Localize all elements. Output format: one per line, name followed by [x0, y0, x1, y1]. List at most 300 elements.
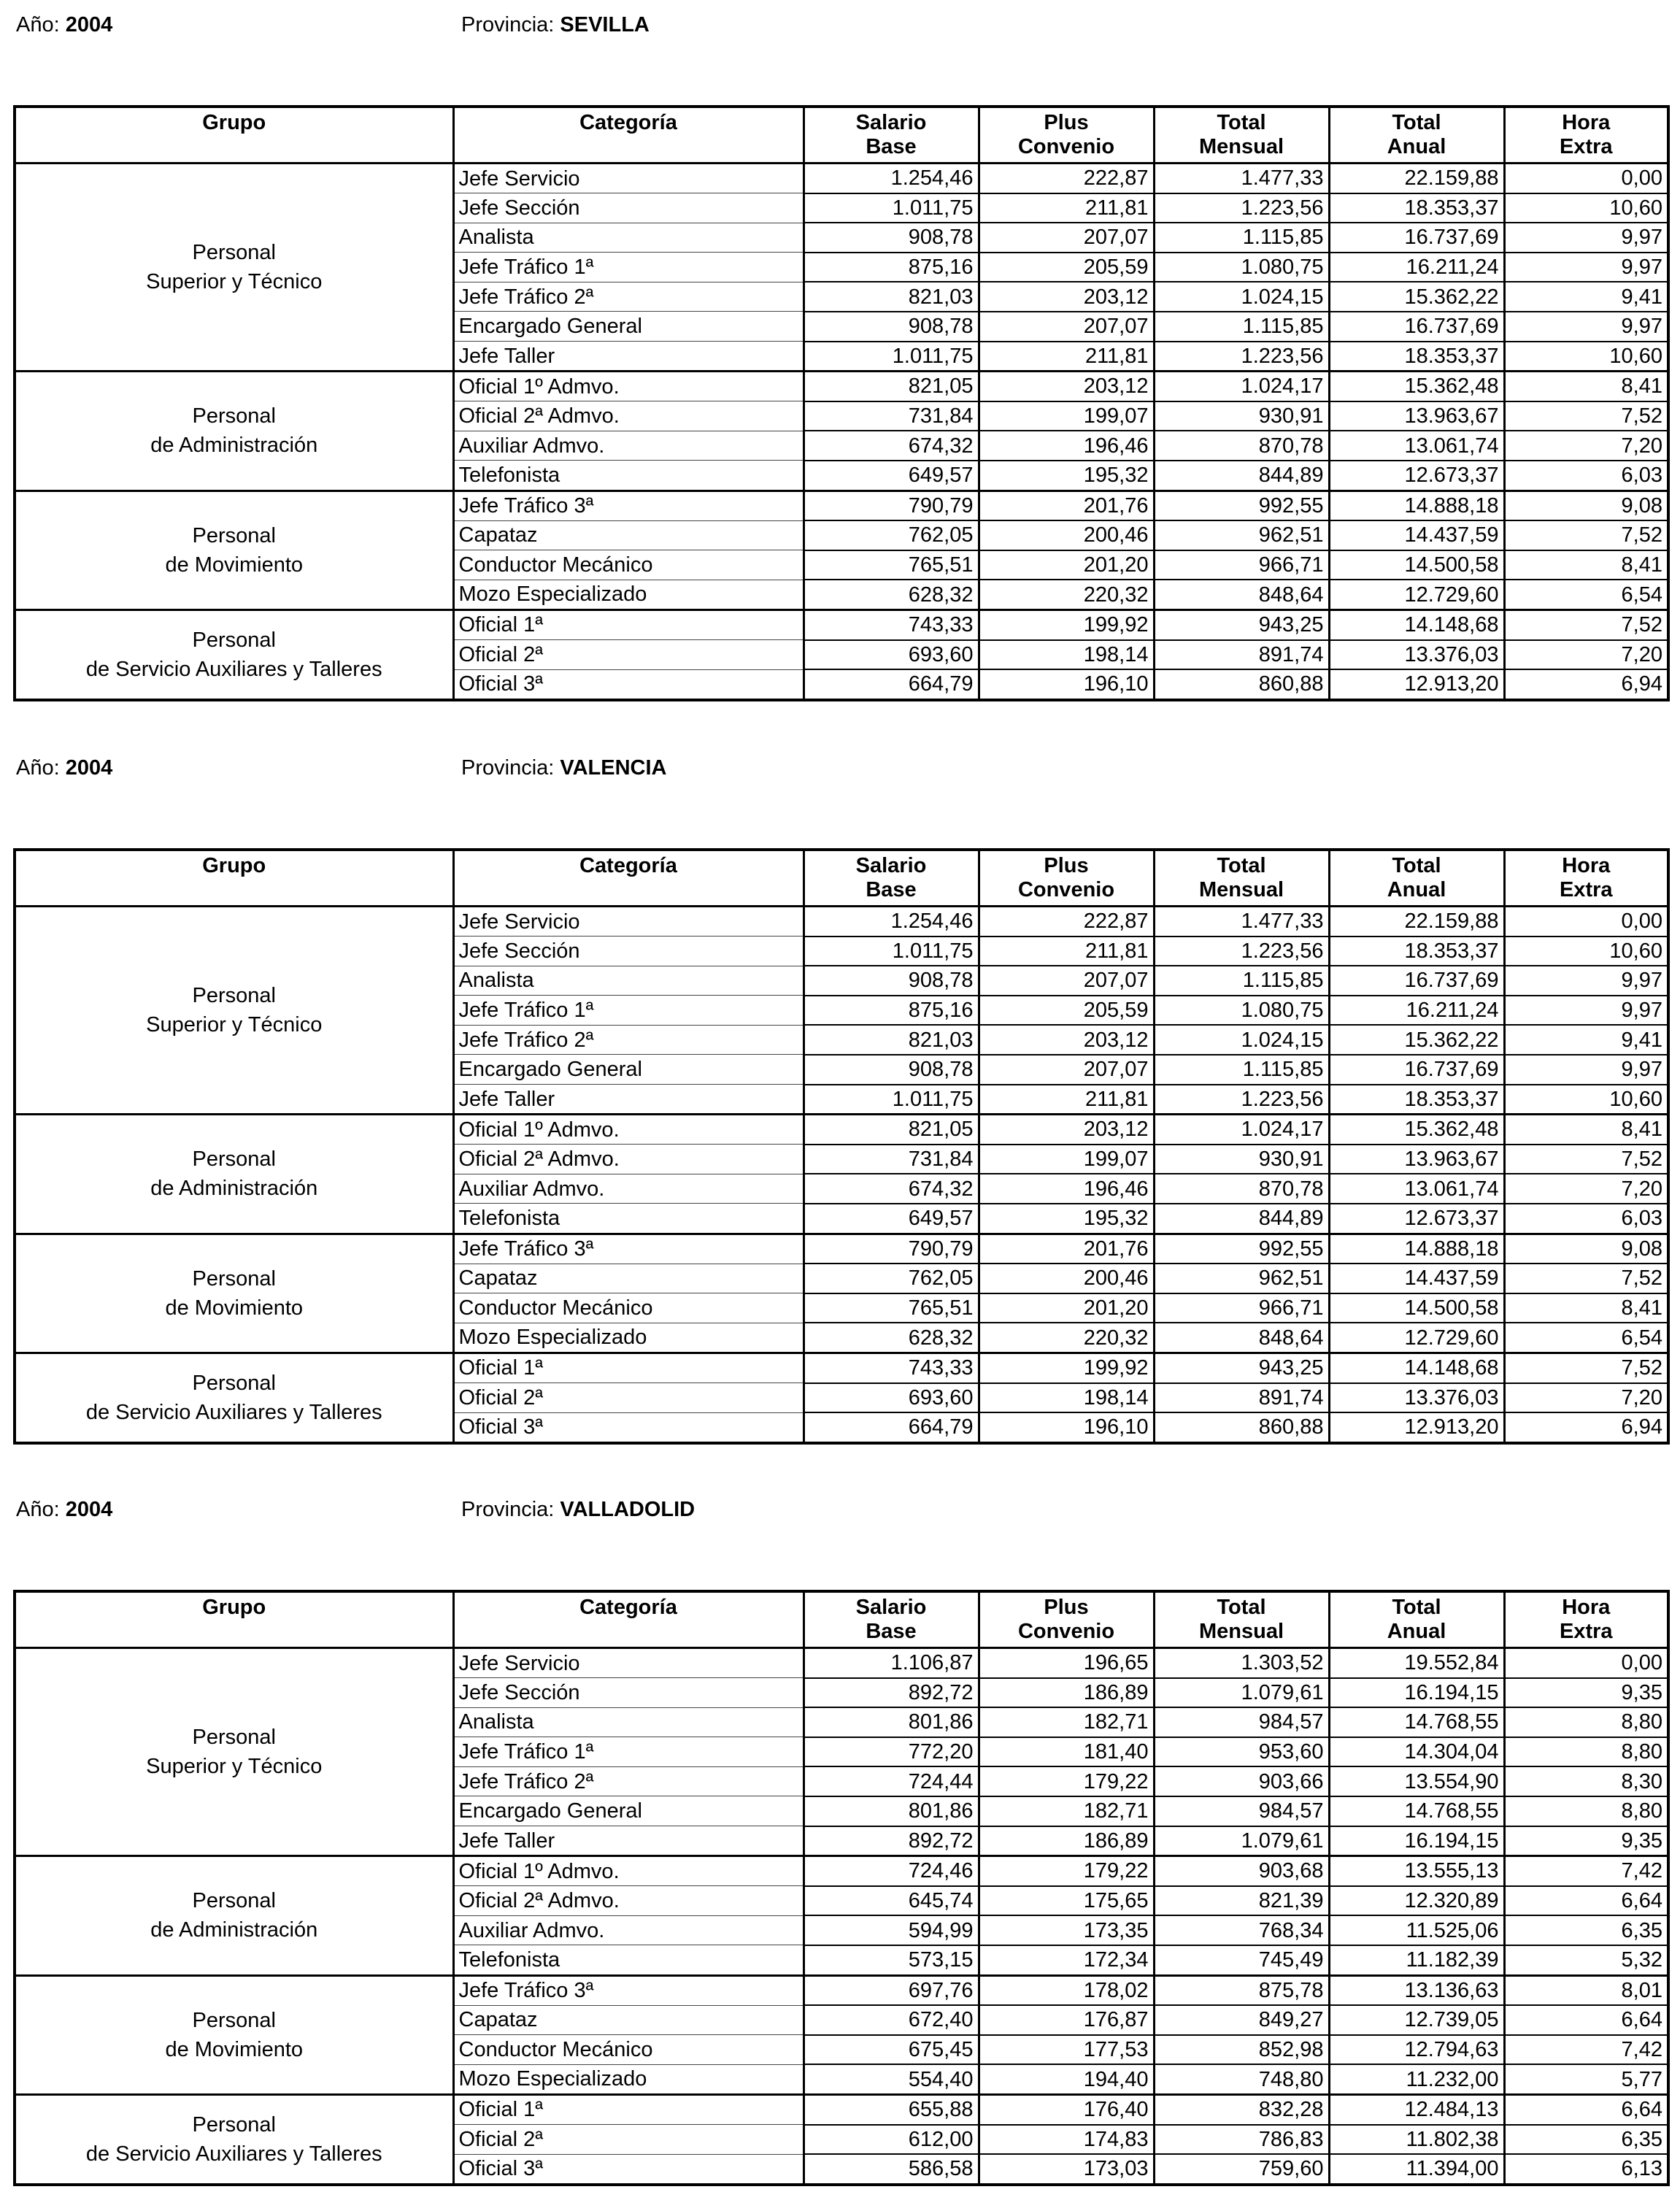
value-cell: 655,88 [804, 2094, 979, 2124]
category-cell: Jefe Servicio [453, 1648, 804, 1678]
value-cell: 176,87 [979, 2005, 1154, 2035]
value-cell: 594,99 [804, 1915, 979, 1945]
category-cell: Oficial 1º Admvo. [453, 372, 804, 401]
value-cell: 930,91 [1154, 401, 1329, 431]
value-cell: 200,46 [979, 520, 1154, 550]
value-cell: 1.115,85 [1154, 1055, 1329, 1085]
category-cell: Jefe Tráfico 1ª [453, 253, 804, 282]
value-cell: 908,78 [804, 312, 979, 342]
group-name [15, 907, 453, 1115]
value-cell: 14.768,55 [1329, 1707, 1504, 1737]
column-header [1329, 850, 1504, 907]
value-cell: 984,57 [1154, 1796, 1329, 1826]
value-cell: 9,35 [1504, 1678, 1668, 1708]
value-cell: 908,78 [804, 966, 979, 996]
value-cell: 628,32 [804, 580, 979, 609]
table-row [15, 1353, 1668, 1383]
value-cell: 844,89 [1154, 1204, 1329, 1234]
value-cell: 768,34 [1154, 1915, 1329, 1945]
category-cell: Telefonista [453, 1204, 804, 1234]
column-header [804, 107, 979, 164]
column-header-line: Plus [1044, 111, 1089, 134]
value-cell: 821,03 [804, 1025, 979, 1055]
value-cell: 13.376,03 [1329, 640, 1504, 670]
year-label: Año: [16, 1498, 60, 1521]
value-cell: 6,54 [1504, 1323, 1668, 1353]
value-cell: 205,59 [979, 253, 1154, 282]
value-cell: 992,55 [1154, 1234, 1329, 1264]
column-header-line: Hora [1562, 854, 1611, 877]
category-cell: Encargado General [453, 1055, 804, 1085]
value-cell: 786,83 [1154, 2125, 1329, 2155]
value-cell: 198,14 [979, 640, 1154, 670]
table-row [15, 372, 1668, 401]
group-name-line: de Movimiento [165, 1296, 304, 1320]
column-header [804, 850, 979, 907]
column-header [979, 107, 1154, 164]
value-cell: 6,13 [1504, 2154, 1668, 2185]
value-cell: 175,65 [979, 1886, 1154, 1916]
province-label: Provincia: [461, 1498, 555, 1521]
group-name-line: Personal [192, 1266, 276, 1291]
value-cell: 14.768,55 [1329, 1796, 1504, 1826]
group-name [15, 1115, 453, 1234]
value-cell: 14.148,68 [1329, 609, 1504, 639]
column-header-line: Grupo [202, 854, 266, 877]
table-header-row [15, 1591, 1668, 1648]
value-cell: 765,51 [804, 1293, 979, 1323]
value-cell: 200,46 [979, 1264, 1154, 1293]
value-cell: 1.024,15 [1154, 282, 1329, 312]
category-cell: Oficial 1ª [453, 1353, 804, 1383]
column-header-line: Extra [1559, 878, 1613, 901]
value-cell: 7,52 [1504, 1264, 1668, 1293]
value-cell: 9,08 [1504, 491, 1668, 520]
column-header [453, 107, 804, 164]
value-cell: 9,41 [1504, 1025, 1668, 1055]
category-cell: Oficial 1º Admvo. [453, 1115, 804, 1145]
table-row [15, 1648, 1668, 1678]
value-cell: 7,52 [1504, 1353, 1668, 1383]
value-cell: 891,74 [1154, 640, 1329, 670]
value-cell: 743,33 [804, 609, 979, 639]
province-field [461, 1498, 695, 1522]
value-cell: 745,49 [1154, 1945, 1329, 1975]
category-cell: Jefe Taller [453, 342, 804, 372]
value-cell: 14.500,58 [1329, 550, 1504, 580]
category-cell: Oficial 2ª Admvo. [453, 401, 804, 431]
category-cell: Capataz [453, 2005, 804, 2035]
table-row [15, 1856, 1668, 1886]
year-value: 2004 [65, 1498, 113, 1521]
value-cell: 1.115,85 [1154, 966, 1329, 996]
value-cell: 211,81 [979, 1085, 1154, 1115]
value-cell: 1.106,87 [804, 1648, 979, 1678]
value-cell: 649,57 [804, 461, 979, 491]
value-cell: 6,03 [1504, 461, 1668, 491]
table-row [15, 2094, 1668, 2124]
value-cell: 11.182,39 [1329, 1945, 1504, 1975]
category-cell: Oficial 2ª Admvo. [453, 1886, 804, 1916]
value-cell: 1.115,85 [1154, 223, 1329, 253]
value-cell: 16.737,69 [1329, 223, 1504, 253]
value-cell: 15.362,48 [1329, 1115, 1504, 1145]
value-cell: 18.353,37 [1329, 342, 1504, 372]
value-cell: 172,34 [979, 1945, 1154, 1975]
value-cell: 203,12 [979, 282, 1154, 312]
value-cell: 8,41 [1504, 1115, 1668, 1145]
value-cell: 14.888,18 [1329, 491, 1504, 520]
column-header-line: Base [866, 1620, 917, 1643]
category-cell: Jefe Sección [453, 1678, 804, 1708]
column-header [1504, 850, 1668, 907]
year-value: 2004 [65, 13, 113, 36]
value-cell: 179,22 [979, 1856, 1154, 1886]
value-cell: 13.554,90 [1329, 1766, 1504, 1796]
value-cell: 664,79 [804, 669, 979, 700]
value-cell: 222,87 [979, 907, 1154, 937]
value-cell: 11.232,00 [1329, 2064, 1504, 2094]
value-cell: 844,89 [1154, 461, 1329, 491]
category-cell: Mozo Especializado [453, 1323, 804, 1353]
category-cell: Jefe Servicio [453, 907, 804, 937]
value-cell: 15.362,22 [1329, 1025, 1504, 1055]
value-cell: 18.353,37 [1329, 937, 1504, 966]
group-name-line: de Movimiento [165, 2037, 304, 2061]
value-cell: 195,32 [979, 461, 1154, 491]
value-cell: 860,88 [1154, 1412, 1329, 1443]
group-name [15, 1234, 453, 1353]
value-cell: 182,71 [979, 1707, 1154, 1737]
category-cell: Mozo Especializado [453, 2064, 804, 2094]
value-cell: 8,41 [1504, 372, 1668, 401]
value-cell: 211,81 [979, 342, 1154, 372]
group-name-line: Personal [192, 1147, 276, 1172]
value-cell: 674,32 [804, 431, 979, 461]
value-cell: 801,86 [804, 1796, 979, 1826]
value-cell: 1.115,85 [1154, 312, 1329, 342]
value-cell: 1.011,75 [804, 1085, 979, 1115]
value-cell: 10,60 [1504, 937, 1668, 966]
value-cell: 186,89 [979, 1678, 1154, 1708]
value-cell: 7,42 [1504, 1856, 1668, 1886]
value-cell: 199,07 [979, 401, 1154, 431]
column-header-line: Categoría [579, 1596, 677, 1619]
value-cell: 953,60 [1154, 1737, 1329, 1767]
value-cell: 1.011,75 [804, 193, 979, 223]
group-name-line: Personal [192, 404, 276, 428]
value-cell: 12.484,13 [1329, 2094, 1504, 2124]
value-cell: 203,12 [979, 372, 1154, 401]
group-name [15, 1856, 453, 1975]
column-header-line: Total [1217, 111, 1266, 134]
section-header [13, 13, 1667, 57]
table-row [15, 1975, 1668, 2005]
column-header [1329, 1591, 1504, 1648]
value-cell: 1.223,56 [1154, 193, 1329, 223]
category-cell: Conductor Mecánico [453, 2035, 804, 2065]
value-cell: 821,05 [804, 1115, 979, 1145]
value-cell: 6,54 [1504, 580, 1668, 609]
value-cell: 1.080,75 [1154, 253, 1329, 282]
column-header-line: Salario [855, 111, 927, 134]
value-cell: 966,71 [1154, 550, 1329, 580]
value-cell: 207,07 [979, 312, 1154, 342]
value-cell: 9,97 [1504, 966, 1668, 996]
column-header-line: Base [866, 135, 917, 158]
value-cell: 203,12 [979, 1025, 1154, 1055]
value-cell: 15.362,22 [1329, 282, 1504, 312]
province-field [461, 756, 666, 780]
group-name-line: de Movimiento [165, 553, 304, 577]
value-cell: 201,20 [979, 1293, 1154, 1323]
category-cell: Jefe Tráfico 2ª [453, 282, 804, 312]
category-cell: Jefe Sección [453, 193, 804, 223]
value-cell: 13.963,67 [1329, 1145, 1504, 1174]
value-cell: 1.477,33 [1154, 164, 1329, 193]
category-cell: Telefonista [453, 1945, 804, 1975]
category-cell: Analista [453, 223, 804, 253]
value-cell: 743,33 [804, 1353, 979, 1383]
value-cell: 649,57 [804, 1204, 979, 1234]
group-name [15, 2094, 453, 2184]
value-cell: 7,20 [1504, 640, 1668, 670]
province-section [13, 13, 1667, 696]
value-cell: 179,22 [979, 1766, 1154, 1796]
value-cell: 196,10 [979, 1412, 1154, 1443]
group-name [15, 609, 453, 699]
column-header [979, 1591, 1154, 1648]
value-cell: 9,97 [1504, 1055, 1668, 1085]
year-label: Año: [16, 13, 60, 36]
column-header-line: Salario [855, 1596, 927, 1619]
value-cell: 211,81 [979, 193, 1154, 223]
group-name-line: Personal [192, 241, 276, 265]
category-cell: Analista [453, 1707, 804, 1737]
value-cell: 7,52 [1504, 609, 1668, 639]
column-header-line: Total [1217, 1596, 1266, 1619]
category-cell: Oficial 1ª [453, 2094, 804, 2124]
value-cell: 16.211,24 [1329, 253, 1504, 282]
value-cell: 801,86 [804, 1707, 979, 1737]
table-header-row [15, 850, 1668, 907]
category-cell: Jefe Tráfico 2ª [453, 1766, 804, 1796]
column-header-line: Categoría [579, 854, 677, 877]
value-cell: 9,97 [1504, 996, 1668, 1026]
value-cell: 9,41 [1504, 282, 1668, 312]
value-cell: 664,79 [804, 1412, 979, 1443]
column-header-line: Grupo [202, 1596, 266, 1619]
category-cell: Mozo Especializado [453, 580, 804, 609]
category-cell: Jefe Sección [453, 937, 804, 966]
value-cell: 7,52 [1504, 520, 1668, 550]
value-cell: 1.024,17 [1154, 372, 1329, 401]
group-name-line: de Administración [150, 1918, 318, 1942]
value-cell: 832,28 [1154, 2094, 1329, 2124]
value-cell: 903,68 [1154, 1856, 1329, 1886]
value-cell: 848,64 [1154, 1323, 1329, 1353]
column-header [453, 850, 804, 907]
value-cell: 6,94 [1504, 1412, 1668, 1443]
value-cell: 8,30 [1504, 1766, 1668, 1796]
value-cell: 10,60 [1504, 342, 1668, 372]
group-name-line: Personal [192, 628, 276, 652]
value-cell: 22.159,88 [1329, 164, 1504, 193]
value-cell: 6,64 [1504, 2005, 1668, 2035]
column-header [15, 107, 453, 164]
value-cell: 5,32 [1504, 1945, 1668, 1975]
value-cell: 7,20 [1504, 431, 1668, 461]
value-cell: 612,00 [804, 2125, 979, 2155]
category-cell: Oficial 3ª [453, 669, 804, 700]
value-cell: 962,51 [1154, 520, 1329, 550]
group-name-line: de Servicio Auxiliares y Talleres [85, 1400, 382, 1424]
group-name [15, 1975, 453, 2094]
salary-table [13, 848, 1670, 1445]
province-label: Provincia: [461, 756, 555, 780]
value-cell: 14.437,59 [1329, 1264, 1504, 1293]
value-cell: 1.223,56 [1154, 342, 1329, 372]
value-cell: 759,60 [1154, 2154, 1329, 2185]
column-header-line: Convenio [1017, 135, 1115, 158]
column-header [15, 850, 453, 907]
group-name-line: Personal [192, 1889, 276, 1913]
column-header-line: Total [1392, 1596, 1441, 1619]
value-cell: 908,78 [804, 223, 979, 253]
value-cell: 14.500,58 [1329, 1293, 1504, 1323]
table-header-row [15, 107, 1668, 164]
value-cell: 196,46 [979, 431, 1154, 461]
value-cell: 12.673,37 [1329, 1204, 1504, 1234]
section-header [13, 1498, 1667, 1542]
value-cell: 645,74 [804, 1886, 979, 1916]
value-cell: 0,00 [1504, 907, 1668, 937]
value-cell: 1.080,75 [1154, 996, 1329, 1026]
value-cell: 1.223,56 [1154, 1085, 1329, 1115]
category-cell: Oficial 3ª [453, 1412, 804, 1443]
value-cell: 12.913,20 [1329, 669, 1504, 700]
column-header-line: Anual [1387, 878, 1446, 901]
value-cell: 6,94 [1504, 669, 1668, 700]
value-cell: 821,39 [1154, 1886, 1329, 1916]
value-cell: 1.254,46 [804, 907, 979, 937]
value-cell: 173,35 [979, 1915, 1154, 1945]
value-cell: 199,92 [979, 609, 1154, 639]
value-cell: 875,78 [1154, 1975, 1329, 2005]
column-header-line: Hora [1562, 1596, 1611, 1619]
value-cell: 7,52 [1504, 1145, 1668, 1174]
column-header [1329, 107, 1504, 164]
column-header [979, 850, 1154, 907]
value-cell: 178,02 [979, 1975, 1154, 2005]
value-cell: 848,64 [1154, 580, 1329, 609]
year-field [16, 756, 112, 780]
group-name [15, 1353, 453, 1442]
category-cell: Auxiliar Admvo. [453, 431, 804, 461]
salary-table [13, 1590, 1670, 2186]
column-header-line: Salario [855, 854, 927, 877]
value-cell: 860,88 [1154, 669, 1329, 700]
group-name-line: Personal [192, 2008, 276, 2032]
value-cell: 198,14 [979, 1383, 1154, 1413]
value-cell: 12.739,05 [1329, 2005, 1504, 2035]
group-name [15, 1648, 453, 1856]
value-cell: 182,71 [979, 1796, 1154, 1826]
column-header-line: Convenio [1017, 1620, 1115, 1643]
value-cell: 586,58 [804, 2154, 979, 2185]
column-header-line: Anual [1387, 1620, 1446, 1643]
value-cell: 821,05 [804, 372, 979, 401]
value-cell: 6,35 [1504, 2125, 1668, 2155]
value-cell: 13.963,67 [1329, 401, 1504, 431]
value-cell: 748,80 [1154, 2064, 1329, 2094]
value-cell: 697,76 [804, 1975, 979, 2005]
category-cell: Telefonista [453, 461, 804, 491]
column-header-line: Anual [1387, 135, 1446, 158]
value-cell: 0,00 [1504, 164, 1668, 193]
category-cell: Oficial 1º Admvo. [453, 1856, 804, 1886]
value-cell: 892,72 [804, 1678, 979, 1708]
value-cell: 14.437,59 [1329, 520, 1504, 550]
value-cell: 207,07 [979, 966, 1154, 996]
value-cell: 554,40 [804, 2064, 979, 2094]
value-cell: 22.159,88 [1329, 907, 1504, 937]
value-cell: 211,81 [979, 937, 1154, 966]
value-cell: 12.320,89 [1329, 1886, 1504, 1916]
value-cell: 220,32 [979, 580, 1154, 609]
column-header-line: Mensual [1198, 878, 1284, 901]
value-cell: 13.376,03 [1329, 1383, 1504, 1413]
category-cell: Jefe Tráfico 1ª [453, 996, 804, 1026]
value-cell: 203,12 [979, 1115, 1154, 1145]
value-cell: 772,20 [804, 1737, 979, 1767]
category-cell: Jefe Tráfico 2ª [453, 1025, 804, 1055]
group-name-line: Personal [192, 1726, 276, 1750]
category-cell: Auxiliar Admvo. [453, 1915, 804, 1945]
value-cell: 11.802,38 [1329, 2125, 1504, 2155]
province-label: Provincia: [461, 13, 555, 36]
category-cell: Jefe Tráfico 3ª [453, 491, 804, 520]
column-header [1154, 1591, 1329, 1648]
value-cell: 174,83 [979, 2125, 1154, 2155]
value-cell: 870,78 [1154, 1174, 1329, 1204]
value-cell: 9,35 [1504, 1826, 1668, 1856]
column-header-line: Base [866, 878, 917, 901]
value-cell: 1.079,61 [1154, 1678, 1329, 1708]
value-cell: 201,76 [979, 1234, 1154, 1264]
salary-table [13, 105, 1670, 701]
category-cell: Oficial 2ª Admvo. [453, 1145, 804, 1174]
province-value: SEVILLA [560, 13, 650, 36]
group-name-line: de Servicio Auxiliares y Talleres [85, 2142, 382, 2166]
category-cell: Conductor Mecánico [453, 1293, 804, 1323]
value-cell: 5,77 [1504, 2064, 1668, 2094]
value-cell: 962,51 [1154, 1264, 1329, 1293]
value-cell: 177,53 [979, 2035, 1154, 2065]
column-header-line: Extra [1559, 135, 1613, 158]
value-cell: 762,05 [804, 520, 979, 550]
column-header-line: Mensual [1198, 135, 1284, 158]
value-cell: 14.304,04 [1329, 1737, 1504, 1767]
column-header-line: Plus [1044, 854, 1089, 877]
province-section [13, 1498, 1667, 2181]
value-cell: 849,27 [1154, 2005, 1329, 2035]
value-cell: 875,16 [804, 253, 979, 282]
value-cell: 16.194,15 [1329, 1826, 1504, 1856]
value-cell: 790,79 [804, 1234, 979, 1264]
value-cell: 8,41 [1504, 550, 1668, 580]
table-row [15, 1115, 1668, 1145]
